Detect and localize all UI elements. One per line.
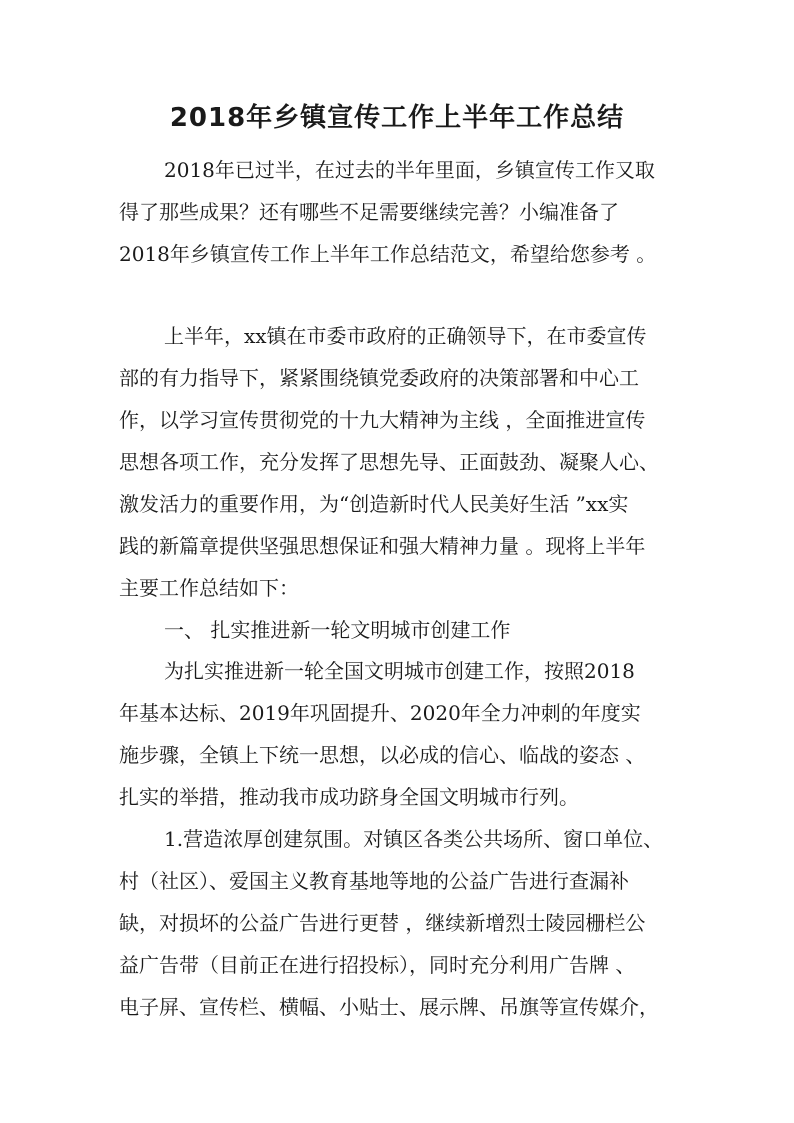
paragraph-line: 益广告带（目前正在进行招投标），同时充分利用广告牌 、: [119, 953, 636, 977]
paragraph-line: 年基本达标、2019年巩固提升、2020年全力冲刺的年度实: [119, 701, 641, 725]
paragraph-line: 主要工作总结如下：: [119, 576, 299, 600]
paragraph-line: 施步骤，全镇上下统一思想，以必成的信心、临战的姿态 、: [119, 743, 646, 767]
paragraph-line: 得了那些成果？还有哪些不足需要继续完善？小编准备了: [119, 200, 619, 224]
paragraph-line: 激发活力的重要作用，为“创造新时代人民美好生活 ”xx实: [119, 492, 629, 516]
paragraph-line: 思想各项工作，充分发挥了思想先导、正面鼓劲、凝聚人心、: [119, 450, 659, 474]
paragraph-line: 为扎实推进新一轮全国文明城市创建工作，按照2018: [164, 659, 635, 683]
document-title: 2018年乡镇宣传工作上半年工作总结: [169, 103, 625, 133]
paragraph-line: 村（社区）、爱国主义教育基地等地的公益广告进行查漏补: [119, 869, 629, 893]
paragraph-line: 扎实的举措，推动我市成功跻身全国文明城市行列。: [119, 785, 579, 809]
section-heading: 一、 扎实推进新一轮文明城市创建工作: [164, 618, 511, 642]
paragraph-line: 践的新篇章提供坚强思想保证和强大精神力量 。现将上半年: [119, 534, 646, 558]
paragraph-line: 1.营造浓厚创建氛围。对镇区各类公共场所、窗口单位、: [164, 827, 664, 851]
paragraph-line: 2018年已过半，在过去的半年里面，乡镇宣传工作又取: [164, 158, 655, 182]
paragraph-line: 作，以学习宣传贯彻党的十九大精神为主线 ，全面推进宣传: [119, 408, 646, 432]
paragraph-line: 上半年，xx镇在市委市政府的正确领导下，在市委宣传: [164, 324, 647, 348]
paragraph-line: 缺，对损坏的公益广告进行更替 ，继续新增烈士陵园栅栏公: [119, 911, 646, 935]
paragraph-line: 部的有力指导下，紧紧围绕镇党委政府的决策部署和中心工: [119, 366, 639, 390]
paragraph-line: 电子屏、宣传栏、横幅、小贴士、展示牌、吊旗等宣传媒介，: [119, 995, 659, 1019]
paragraph-line: 2018年乡镇宣传工作上半年工作总结范文，希望给您参考 。: [119, 242, 657, 266]
